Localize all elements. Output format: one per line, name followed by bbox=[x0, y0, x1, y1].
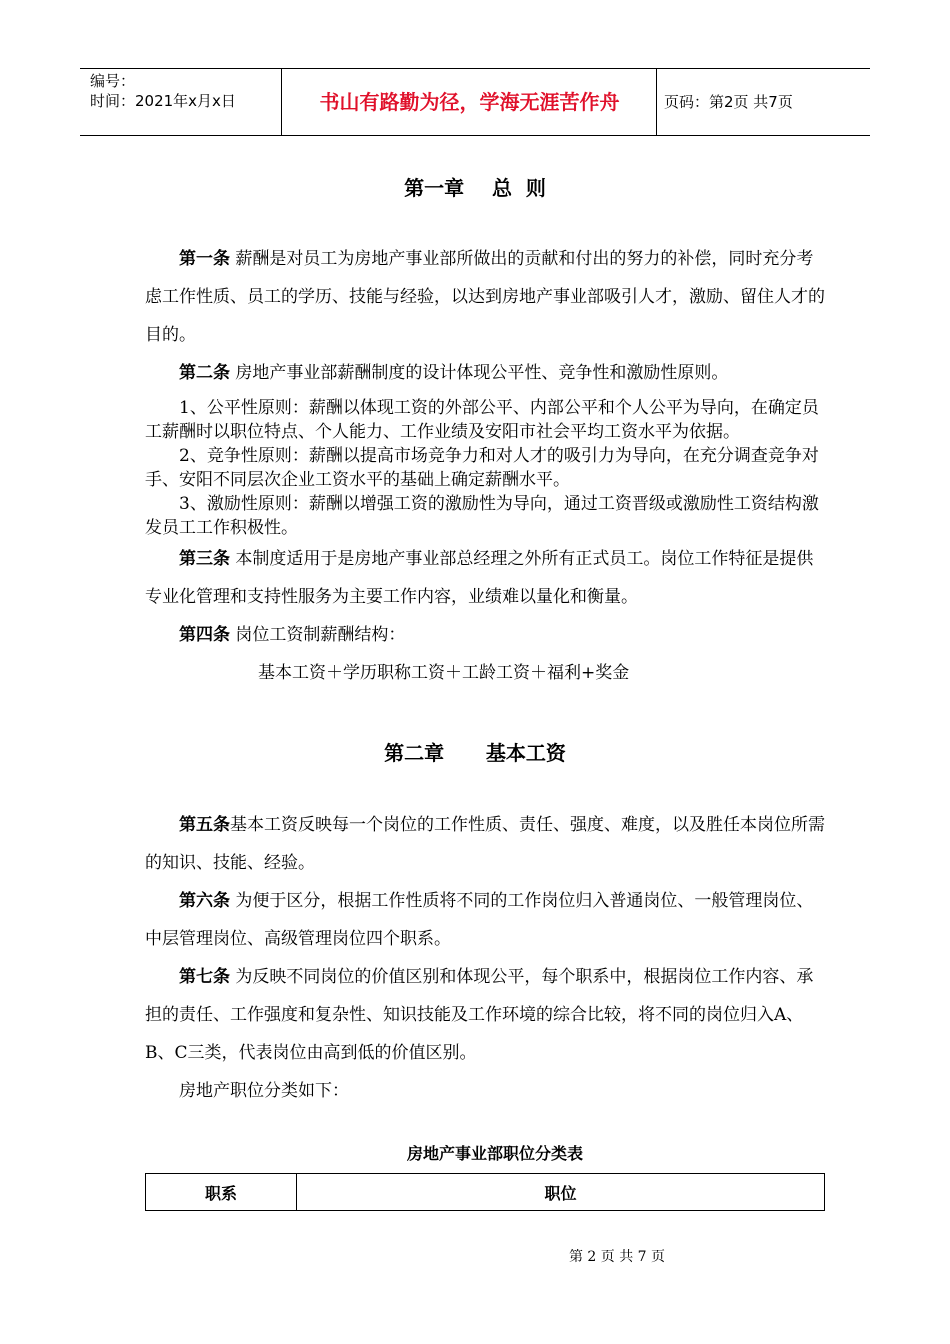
salary-formula: 基本工资＋学历职称工资＋工龄工资＋福利+奖金 bbox=[258, 663, 630, 683]
table-header-position: 职位 bbox=[297, 1174, 825, 1211]
article-2-label: 第二条 bbox=[179, 363, 230, 383]
classification-intro: 房地产职位分类如下： bbox=[179, 1081, 349, 1101]
article-1 bbox=[145, 240, 825, 354]
article-6 bbox=[145, 882, 825, 958]
article-3 bbox=[145, 540, 825, 616]
page-footer: 第 2 页 共 7 页 bbox=[568, 1249, 666, 1265]
chapter-2-title: 第二章 基本工资 bbox=[384, 741, 566, 765]
position-classification-table bbox=[145, 1173, 825, 1211]
table-title: 房地产事业部职位分类表 bbox=[406, 1144, 583, 1163]
article-2 bbox=[145, 354, 825, 392]
chapter-2-content bbox=[145, 806, 825, 1110]
article-4-label: 第四条 bbox=[179, 625, 230, 645]
chapter-1-title: 第一章 总 则 bbox=[404, 176, 546, 200]
table-header-job-family: 职系 bbox=[146, 1174, 297, 1211]
table-header-row bbox=[146, 1174, 825, 1211]
principle-incentive: 3、激励性原则：薪酬以增强工资的激励性为导向，通过工资晋级或激励性工资结构激发员工工作积极性。 bbox=[145, 494, 819, 538]
article-4-text: 岗位工资制薪酬结构： bbox=[230, 625, 406, 645]
article-5 bbox=[145, 806, 825, 882]
article-7-text: 为反映不同岗位的价值区别和体现公平，每个职系中，根据岗位工作内容、承担的责任、工作强度和复杂性、知识技能及工作环境的综合比较，将不同的岗位归入A、B、C三类，代表岗位由高到低的价值区别。 bbox=[145, 967, 814, 1063]
article-1-label: 第一条 bbox=[179, 249, 230, 269]
article-5-text: 基本工资反映每一个岗位的工作性质、责任、强度、难度，以及胜任本岗位所需的知识、技能、经验。 bbox=[145, 815, 825, 873]
document-number-label: 编号： bbox=[90, 72, 136, 90]
article-4 bbox=[145, 616, 825, 654]
article-7-label: 第七条 bbox=[179, 967, 230, 987]
document-time-label: 时间：2021年x月x日 bbox=[90, 92, 236, 110]
chapter-1-content bbox=[145, 240, 825, 692]
article-5-label: 第五条 bbox=[179, 815, 230, 835]
page-header bbox=[80, 68, 870, 136]
header-meta bbox=[80, 69, 282, 135]
header-page-label: 页码：第2页 共7页 bbox=[664, 93, 793, 111]
article-6-label: 第六条 bbox=[179, 891, 230, 911]
article-1-text: 薪酬是对员工为房地产事业部所做出的贡献和付出的努力的补偿，同时充分考虑工作性质、员工的学历、技能与经验，以达到房地产事业部吸引人才，激励、留住人才的目的。 bbox=[145, 249, 825, 345]
article-3-text: 本制度适用于是房地产事业部总经理之外所有正式员工。岗位工作特征是提供专业化管理和支持性服务为主要工作内容，业绩难以量化和衡量。 bbox=[145, 549, 814, 607]
principle-fairness: 1、公平性原则：薪酬以体现工资的外部公平、内部公平和个人公平为导向，在确定员工薪酬时以职位特点、个人能力、工作业绩及安阳市社会平均工资水平为依据。 bbox=[145, 398, 819, 442]
article-3-label: 第三条 bbox=[179, 549, 230, 569]
article-6-text: 为便于区分，根据工作性质将不同的工作岗位归入普通岗位、一般管理岗位、中层管理岗位、高级管理岗位四个职系。 bbox=[145, 891, 814, 949]
header-motto: 书山有路勤为径，学海无涯苦作舟 bbox=[283, 69, 657, 135]
principle-competitiveness: 2、竞争性原则：薪酬以提高市场竞争力和对人才的吸引力为导向，在充分调查竞争对手、安阳不同层次企业工资水平的基础上确定薪酬水平。 bbox=[145, 446, 819, 490]
article-7 bbox=[145, 958, 825, 1072]
article-2-text: 房地产事业部薪酬制度的设计体现公平性、竞争性和激励性原则。 bbox=[230, 363, 729, 383]
